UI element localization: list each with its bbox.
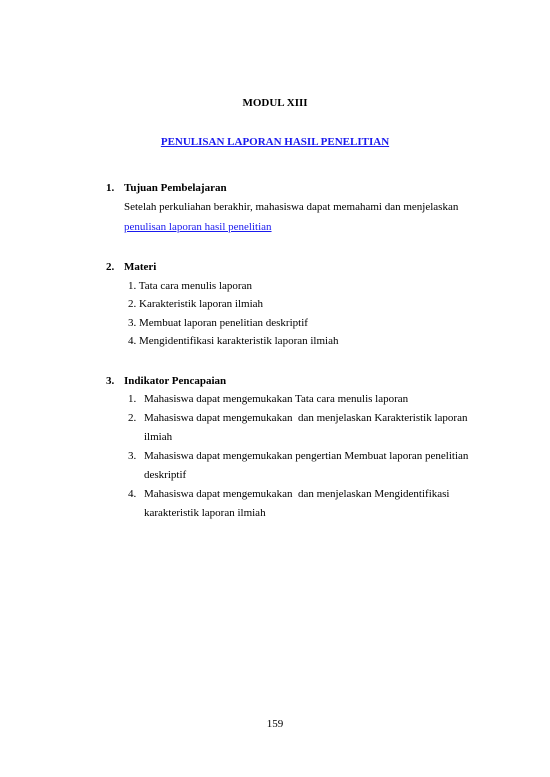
materi-item: 1. Tata cara menulis laporan [128, 280, 252, 292]
indikator-item-line: Mahasiswa dapat mengemukakan dan menjelaskan Karakteristik laporan [144, 412, 468, 424]
indikator-item-line: karakteristik laporan ilmiah [144, 507, 266, 519]
indikator-item-number: 4. [128, 488, 137, 500]
section-1-number: 1. [106, 182, 115, 194]
materi-item: 2. Karakteristik laporan ilmiah [128, 298, 264, 310]
materi-item: 4. Mengidentifikasi karakteristik laporan ilmiah [128, 335, 339, 347]
section-3-number: 3. [106, 375, 115, 387]
indikator-item-line: Mahasiswa dapat mengemukakan Tata cara menulis laporan [144, 393, 409, 405]
section-1-body-link[interactable]: penulisan laporan hasil penelitian [124, 221, 272, 233]
indikator-item-line: Mahasiswa dapat mengemukakan dan menjelaskan Mengidentifikasi [144, 488, 450, 500]
materi-item: 3. Membuat laporan penelitian deskriptif [128, 317, 308, 329]
indikator-item-number: 1. [128, 393, 137, 405]
indikator-item-line: deskriptif [144, 469, 187, 481]
indikator-item-number: 3. [128, 450, 137, 462]
module-subtitle-link[interactable]: PENULISAN LAPORAN HASIL PENELITIAN [160, 136, 390, 148]
page-number: 159 [266, 718, 284, 730]
section-1-body: Setelah perkuliahan berakhir, mahasiswa dapat memahami dan menjelaskan [124, 201, 459, 213]
section-3-heading: Indikator Pencapaian [124, 375, 227, 387]
section-2-number: 2. [106, 261, 115, 273]
module-title: MODUL XIII [242, 97, 308, 109]
indikator-item-line: Mahasiswa dapat mengemukakan pengertian Membuat laporan penelitian [144, 450, 469, 462]
indikator-item-number: 2. [128, 412, 137, 424]
indikator-item-line: ilmiah [144, 431, 173, 443]
section-2-heading: Materi [124, 261, 157, 273]
section-1-heading: Tujuan Pembelajaran [124, 182, 227, 194]
